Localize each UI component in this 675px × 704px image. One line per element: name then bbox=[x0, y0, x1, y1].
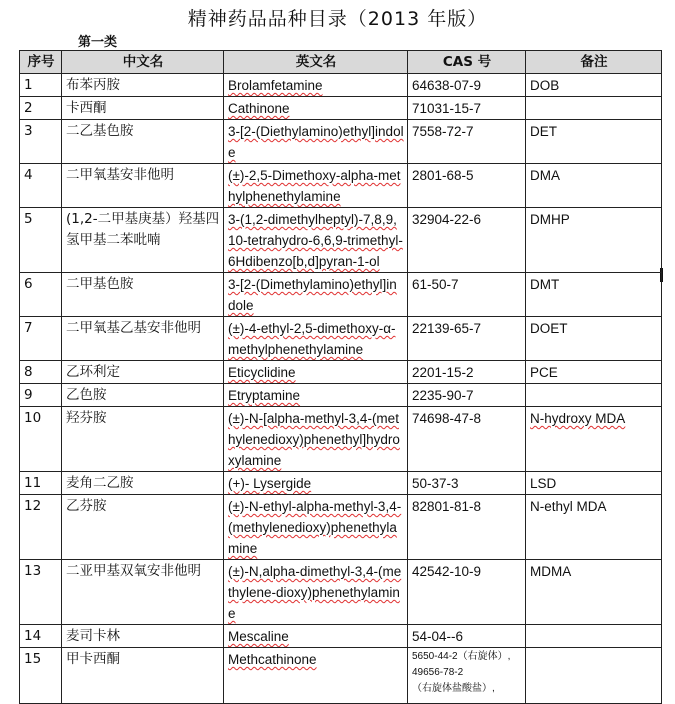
cas-number bbox=[408, 74, 526, 97]
chinese-name bbox=[62, 317, 224, 361]
note bbox=[526, 317, 662, 361]
category-label: 第一类 bbox=[78, 35, 118, 50]
note-text: DMT bbox=[530, 277, 560, 292]
table-row bbox=[20, 648, 662, 704]
row-number-text: 6 bbox=[24, 276, 33, 292]
table-row bbox=[20, 164, 662, 208]
english-name-text: Mescaline bbox=[228, 629, 289, 644]
table-row bbox=[20, 208, 662, 273]
table-row bbox=[20, 361, 662, 384]
chinese-name-text: 麦角二乙胺 bbox=[66, 475, 134, 491]
english-name-text: 3-[2-(Diethylamino)ethyl]indole bbox=[228, 124, 404, 160]
cas-number bbox=[408, 273, 526, 317]
cas-number bbox=[408, 648, 526, 704]
english-name-text: 3-[2-(Dimethylamino)ethyl]indole bbox=[228, 277, 397, 313]
row-number-text: 7 bbox=[24, 320, 33, 336]
english-name bbox=[224, 317, 408, 361]
chinese-name bbox=[62, 208, 224, 273]
cas-number-text: 74698-47-8 bbox=[412, 411, 482, 426]
row-number-text: 12 bbox=[24, 498, 42, 514]
table-row bbox=[20, 97, 662, 120]
english-name bbox=[224, 208, 408, 273]
row-number bbox=[20, 648, 62, 704]
chinese-name-text: 二亚甲基双氧安非他明 bbox=[66, 563, 201, 579]
note bbox=[526, 407, 662, 472]
chinese-name-text: 甲卡西酮 bbox=[66, 651, 120, 667]
row-number bbox=[20, 495, 62, 560]
english-name-text: Eticyclidine bbox=[228, 365, 296, 380]
note-text: DOB bbox=[530, 78, 560, 93]
note-text: LSD bbox=[530, 476, 557, 491]
chinese-name bbox=[62, 273, 224, 317]
table-row bbox=[20, 625, 662, 648]
header-note: 备注 bbox=[526, 51, 662, 74]
english-name-text: Brolamfetamine bbox=[228, 78, 323, 93]
row-number bbox=[20, 120, 62, 164]
chinese-name bbox=[62, 384, 224, 407]
cas-number-text: 7558-72-7 bbox=[412, 124, 474, 139]
row-number-text: 2 bbox=[24, 100, 33, 116]
chinese-name-text: 卡西酮 bbox=[66, 100, 107, 116]
cas-number bbox=[408, 361, 526, 384]
note bbox=[526, 384, 662, 407]
row-number-text: 15 bbox=[24, 651, 42, 667]
english-name bbox=[224, 407, 408, 472]
row-number-text: 5 bbox=[24, 211, 33, 227]
chinese-name bbox=[62, 120, 224, 164]
chinese-name-text: (1,2-二甲基庚基）羟基四氢甲基二苯吡喃 bbox=[66, 211, 220, 248]
cas-number bbox=[408, 97, 526, 120]
note bbox=[526, 208, 662, 273]
note-text: N-hydroxy MDA bbox=[530, 411, 626, 426]
chinese-name bbox=[62, 625, 224, 648]
cas-number-text: 82801-81-8 bbox=[412, 499, 482, 514]
chinese-name bbox=[62, 648, 224, 704]
cas-number-text: 32904-22-6 bbox=[412, 212, 482, 227]
english-name-text: Cathinone bbox=[228, 101, 290, 116]
note-text: DET bbox=[530, 124, 557, 139]
row-number bbox=[20, 361, 62, 384]
note bbox=[526, 97, 662, 120]
row-number bbox=[20, 625, 62, 648]
row-number-text: 13 bbox=[24, 563, 42, 579]
english-name-text: (±)-2,5-Dimethoxy-alpha-methylphenethylamine bbox=[228, 168, 401, 204]
table-row bbox=[20, 273, 662, 317]
cas-number bbox=[408, 120, 526, 164]
english-name-text: 3-(1,2-dimethylheptyl)-7,8,9,10-tetrahydro-6,6,9-trimethyl-6Hdibenzo[b,d]pyran-1-ol bbox=[228, 212, 403, 269]
header-no: 序号 bbox=[20, 51, 62, 74]
english-name-text: (±)-4-ethyl-2,5-dimethoxy-α-methylphenethylamine bbox=[228, 321, 396, 357]
document-title: 精神药品品种目录（2013 年版） bbox=[187, 8, 488, 30]
chinese-name bbox=[62, 97, 224, 120]
chinese-name-text: 羟芬胺 bbox=[66, 410, 107, 426]
note-text: PCE bbox=[530, 365, 558, 380]
header-cn-name: 中文名 bbox=[62, 51, 224, 74]
english-name-text: (±)-N-[alpha-methyl-3,4-(methylenedioxy)phenethyl]hydroxylamine bbox=[228, 411, 400, 468]
table-row bbox=[20, 120, 662, 164]
english-name-text: (±)-N-ethyl-alpha-methyl-3,4-(methylenedioxy)phenethylamine bbox=[228, 499, 402, 556]
cas-number-text: 22139-65-7 bbox=[412, 321, 482, 336]
english-name-text: Methcathinone bbox=[228, 652, 317, 667]
row-number-text: 1 bbox=[24, 77, 33, 93]
cas-number bbox=[408, 164, 526, 208]
row-number bbox=[20, 74, 62, 97]
english-name bbox=[224, 164, 408, 208]
english-name-text: Etryptamine bbox=[228, 388, 301, 403]
row-number bbox=[20, 560, 62, 625]
cas-number-text: 50-37-3 bbox=[412, 476, 459, 491]
table-row bbox=[20, 495, 662, 560]
table-row bbox=[20, 560, 662, 625]
note-text: DMHP bbox=[530, 212, 570, 227]
chinese-name bbox=[62, 407, 224, 472]
chinese-name-text: 二甲氧基乙基安非他明 bbox=[66, 320, 201, 336]
note bbox=[526, 625, 662, 648]
note-text: DMA bbox=[530, 168, 560, 183]
row-number bbox=[20, 273, 62, 317]
row-number-text: 3 bbox=[24, 123, 33, 139]
row-number-text: 14 bbox=[24, 628, 42, 644]
note bbox=[526, 361, 662, 384]
english-name bbox=[224, 625, 408, 648]
table-row bbox=[20, 472, 662, 495]
chinese-name bbox=[62, 495, 224, 560]
chinese-name-text: 二甲氧基安非他明 bbox=[66, 167, 174, 183]
cas-number bbox=[408, 625, 526, 648]
english-name bbox=[224, 97, 408, 120]
note bbox=[526, 495, 662, 560]
row-number-text: 8 bbox=[24, 364, 33, 380]
table-row bbox=[20, 407, 662, 472]
chinese-name bbox=[62, 472, 224, 495]
english-name-text: (+)- Lysergide bbox=[228, 476, 312, 491]
row-number bbox=[20, 208, 62, 273]
english-name bbox=[224, 560, 408, 625]
chinese-name-text: 乙色胺 bbox=[66, 387, 107, 403]
table-row bbox=[20, 317, 662, 361]
cas-line: 5650-44-2（右旋体）, bbox=[412, 651, 511, 662]
note bbox=[526, 74, 662, 97]
english-name bbox=[224, 273, 408, 317]
cas-number bbox=[408, 407, 526, 472]
cas-number-text: 2235-90-7 bbox=[412, 388, 474, 403]
cas-line: （右旋体盐酸盐）, bbox=[412, 683, 495, 694]
cas-number bbox=[408, 472, 526, 495]
cas-number-text: 2801-68-5 bbox=[412, 168, 474, 183]
row-number bbox=[20, 472, 62, 495]
cas-number bbox=[408, 495, 526, 560]
row-number-text: 11 bbox=[24, 475, 42, 491]
english-name bbox=[224, 648, 408, 704]
row-number bbox=[20, 164, 62, 208]
row-number-text: 9 bbox=[24, 387, 33, 403]
cas-number-text: 71031-15-7 bbox=[412, 101, 482, 116]
cas-number bbox=[408, 384, 526, 407]
cas-number bbox=[408, 208, 526, 273]
chinese-name bbox=[62, 74, 224, 97]
english-name bbox=[224, 74, 408, 97]
cas-number-text: 42542-10-9 bbox=[412, 564, 482, 579]
cas-number-text: 61-50-7 bbox=[412, 277, 459, 292]
row-number-text: 4 bbox=[24, 167, 33, 183]
row-number bbox=[20, 97, 62, 120]
row-number bbox=[20, 407, 62, 472]
cas-number-text: 2201-15-2 bbox=[412, 365, 474, 380]
note bbox=[526, 273, 662, 317]
header-cas: CAS 号 bbox=[408, 51, 526, 74]
chinese-name-text: 乙环利定 bbox=[66, 364, 120, 380]
note bbox=[526, 648, 662, 704]
cas-number bbox=[408, 560, 526, 625]
chinese-name-text: 二甲基色胺 bbox=[66, 276, 134, 292]
english-name bbox=[224, 472, 408, 495]
note bbox=[526, 120, 662, 164]
english-name bbox=[224, 361, 408, 384]
cas-number-text: 64638-07-9 bbox=[412, 78, 482, 93]
chinese-name bbox=[62, 361, 224, 384]
note-text: N-ethyl MDA bbox=[530, 499, 607, 514]
chinese-name-text: 乙芬胺 bbox=[66, 498, 107, 514]
chinese-name-text: 二乙基色胺 bbox=[66, 123, 134, 139]
note-text: MDMA bbox=[530, 564, 572, 579]
chinese-name-text: 麦司卡林 bbox=[66, 628, 120, 644]
table-header-row bbox=[20, 51, 662, 74]
cas-number-text: 54-04--6 bbox=[412, 629, 464, 644]
cas-number bbox=[408, 317, 526, 361]
english-name bbox=[224, 120, 408, 164]
drug-table bbox=[19, 50, 662, 704]
chinese-name-text: 布苯丙胺 bbox=[66, 77, 120, 93]
note bbox=[526, 472, 662, 495]
row-number-text: 10 bbox=[24, 410, 42, 426]
row-number bbox=[20, 384, 62, 407]
note-text: DOET bbox=[530, 321, 568, 336]
english-name-text: (±)-N,alpha-dimethyl-3,4-(methylene-dioxy)phenethylamine bbox=[228, 564, 402, 621]
chinese-name bbox=[62, 164, 224, 208]
table-row bbox=[20, 384, 662, 407]
header-en-name: 英文名 bbox=[224, 51, 408, 74]
english-name bbox=[224, 384, 408, 407]
table-row bbox=[20, 74, 662, 97]
note bbox=[526, 560, 662, 625]
row-number bbox=[20, 317, 62, 361]
english-name bbox=[224, 495, 408, 560]
cas-line: 49656-78-2 bbox=[412, 667, 464, 678]
chinese-name bbox=[62, 560, 224, 625]
note bbox=[526, 164, 662, 208]
